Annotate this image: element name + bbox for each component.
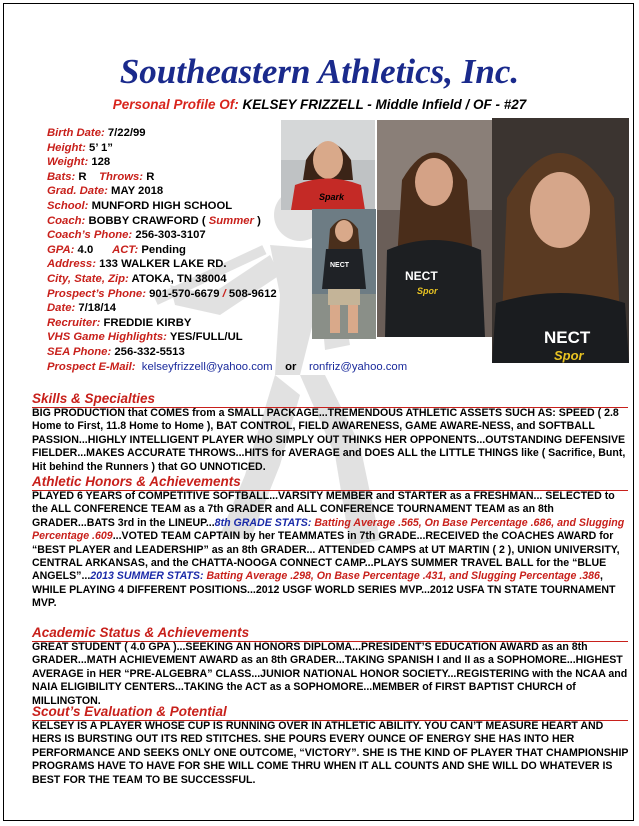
scout-evaluation-heading: Scout’s Evaluation & Potential	[32, 704, 628, 721]
photo-closeup	[492, 118, 629, 363]
text-run: GREAT STUDENT ( 4.0 GPA )...SEEKING AN HONORS DIPLOMA...PRESIDENT’S EDUCATION AWARD as an 8th GRADER...MATH ACHIEVEMENT AWARD as an 8th GRADER...TAKING SPANISH I and II as a SOPHOMORE...HIGHEST AVERAGE in HER “PRE-ALGEBRA” CLASS...JUNIOR NATIONAL HONOR SOCIETY...REGISTERING with the NCAA and NAIA ELIGIBILITY CENTERS...TAKING the ACT as a SOPHOMORE...MEMBER of FIRST BAPTIST CHURCH of MILLINGTON.	[32, 641, 628, 707]
page-title: Southeastern Athletics, Inc.	[119, 52, 520, 91]
school-row: School: MUNFORD HIGH SCHOOL	[47, 199, 233, 212]
svg-text:Spor: Spor	[554, 348, 584, 363]
text-run: ...VOTED TEAM CAPTAIN by her TEAMMATES in 7th GRADE...RECEIVED the COACHES AWARD for “BEST PLAYER and LEADERSHIP” as an 8th GRADER... ATTENDED CAMPS at UT MARTIN ( 2 ), UNION UNIVERSITY, CENTRAL ARKANSAS, and the CHATTA-NOOGA CONNECT CAMP...PLAYS SUMMER TRAVEL BALL for the “BLUE ANGELS”...	[32, 530, 620, 583]
text-run: Batting Average .565, On Base Percentage .686, and Slugging Percentage .609	[32, 516, 625, 543]
city-state-zip-row: City, State, Zip: ATOKA, TN 38004	[47, 272, 227, 285]
profile-prefix: Personal Profile Of:	[112, 97, 239, 112]
svg-text:Spark: Spark	[319, 192, 345, 202]
prospect-phone-row: Prospect’s Phone: 901-570-6679 / 508-9612	[47, 287, 277, 300]
svg-text:NECT: NECT	[544, 328, 591, 347]
height-row: Height: 5’ 1”	[47, 141, 113, 154]
text-run: PLAYED 6 YEARS of COMPETITIVE SOFTBALL...VARSITY MEMBER and STARTER as a FRESHMAN... SELECTED to the ALL CONFERENCE TEAM as a 7th GRADER and ALL CONFERENCE TOURNAMENT TEAM as an 8th GRADER...BATS 3rd in the LINEUP...	[32, 490, 615, 529]
recruiter-row: Recruiter: FREDDIE KIRBY	[47, 316, 192, 329]
bats-throws-row: Bats: R Throws: R	[47, 170, 155, 183]
email-primary-link[interactable]: kelseyfrizzell@yahoo.com	[141, 360, 273, 373]
photo-center	[377, 120, 492, 337]
svg-text:NECT: NECT	[330, 262, 350, 269]
svg-text:Spor: Spor	[417, 286, 438, 296]
email-row: Prospect E-Mail: kelseyfrizzell@yahoo.com or ronfriz@yahoo.com	[47, 360, 408, 373]
text-run: , WHILE PLAYING 4 DIFFERENT POSITIONS...2012 USGF WORLD SERIES MVP...2012 USFA TN STATE TOURNAMENT MVP.	[32, 570, 616, 610]
academic-body	[32, 641, 630, 708]
skills-heading: Skills & Specialties	[32, 391, 628, 408]
text-run: KELSEY IS A PLAYER WHOSE CUP IS RUNNING OVER IN ATHLETIC ABILITY. YOU CAN’T MEASURE HEART AND HERS IS BURSTING OUT ITS RED STITCHES. SHE POURS EVERY OUNCE OF ENERGY SHE HAS INTO HER PERFORMANCE AND SEEKS ONLY ONE OUTCOME, “VICTORY”. SHE IS THE KIND OF PLAYER THAT CHAMPIONSHIP PROGRAMS HAVE TO HAVE FOR SHE WILL COME THRU WHEN IT ALL COUNTS AND SHE WILL DO WHATEVER IS BEST FOR THE TEAM TO BE SUCCESSFUL.	[32, 720, 629, 786]
email-secondary-link[interactable]: ronfriz@yahoo.com	[309, 360, 408, 373]
weight-row: Weight: 128	[47, 156, 111, 169]
text-run: BIG PRODUCTION that COMES from a SMALL PACKAGE...TREMENDOUS ATHLETIC ASSETS SUCH AS: SPEED ( 2.8 Home to First, 11.8 Home to Home ), BAT CONTROL, FIELD AWARENESS, GAME AWARE-NESS, and SOFTBALL PASSION...HIGHLY INTELLIGENT PLAYER WHO SIMPLY OUT THINKS HER OPPONENTS...OUTSTANDING DEFENSIVE FIELDER...MAKES ACCURATE THROWS...HITS for AVERAGE and DOES ALL the LITTLE THINGS like ( Sacrifice, Bunt, Hit behind the Runners ) that GO UNNOTICED.	[32, 407, 626, 473]
coach-row: Coach: BOBBY CRAWFORD ( Summer )	[47, 214, 261, 227]
gpa-act-row: GPA: 4.0 ACT: Pending	[47, 243, 186, 256]
vhs-highlights-row: VHS Game Highlights: YES/FULL/UL	[47, 331, 243, 344]
grad-date-row: Grad. Date: MAY 2018	[47, 185, 164, 198]
photo-full-body	[312, 209, 376, 339]
athletic-honors-heading: Athletic Honors & Achievements	[32, 474, 628, 491]
profile-subtitle	[0, 97, 639, 112]
scout-evaluation-body	[32, 720, 630, 787]
athletic-honors-body	[32, 490, 630, 611]
address-row: Address: 133 WALKER LAKE RD.	[47, 258, 227, 271]
text-run: Batting Average .298, On Base Percentage .431, and Slugging Percentage .386	[203, 570, 600, 583]
photo-red-jersey	[281, 120, 375, 210]
text-run: 8th GRADE STATS:	[214, 516, 312, 529]
text-run: 2013 SUMMER STATS:	[90, 570, 204, 583]
skills-body	[32, 407, 630, 474]
date-row: Date: 7/18/14	[47, 302, 117, 315]
svg-text:NECT: NECT	[405, 269, 438, 283]
birth-date-row: Birth Date: 7/22/99	[47, 127, 146, 139]
academic-heading: Academic Status & Achievements	[32, 625, 628, 642]
sea-phone-row: SEA Phone: 256-332-5513	[47, 345, 185, 358]
profile-name: KELSEY FRIZZELL - Middle Infield / OF - #27	[242, 97, 527, 112]
coach-phone-row: Coach’s Phone: 256-303-3107	[47, 229, 206, 242]
